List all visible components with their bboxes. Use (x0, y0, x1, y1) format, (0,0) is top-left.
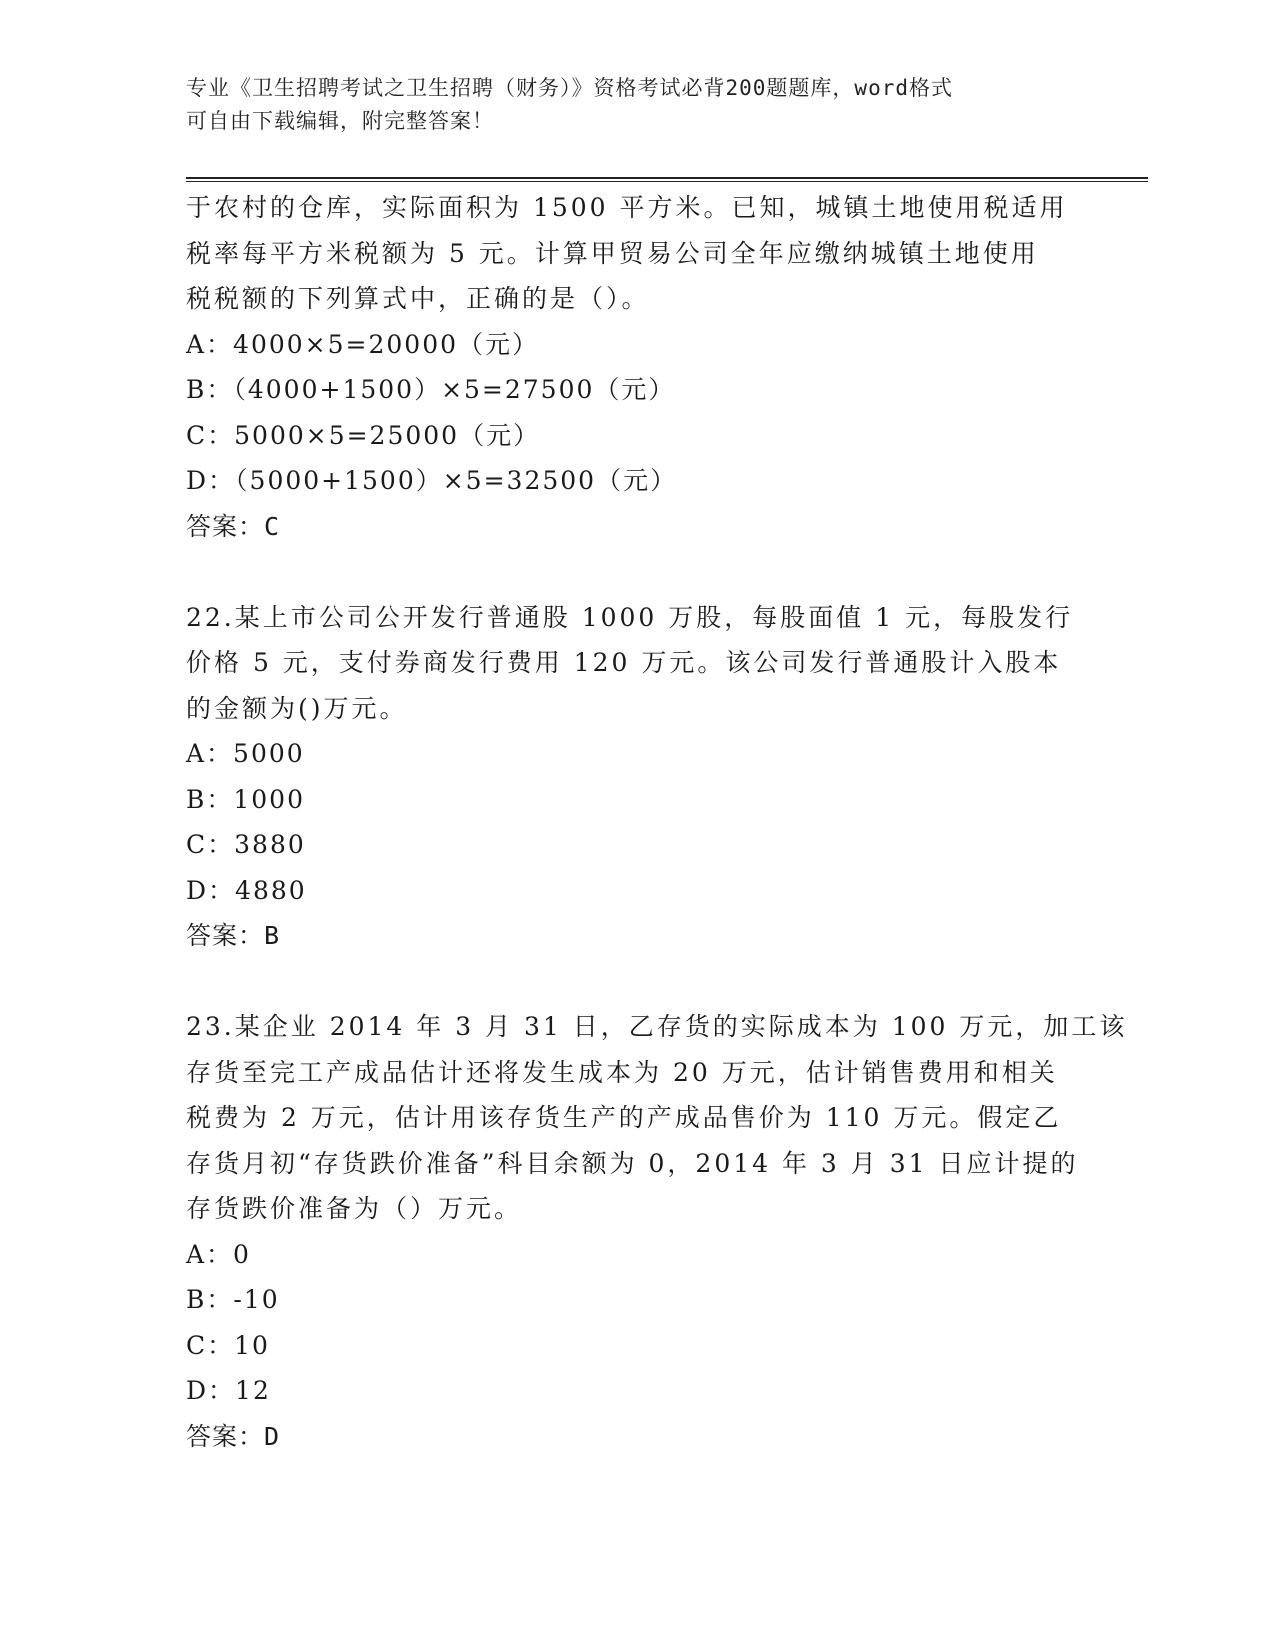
option-b: B：1000 (186, 784, 305, 814)
answer-label: 答案：C (186, 511, 281, 541)
spacer (186, 549, 1076, 595)
question-stem-line: 价格 5 元，支付券商发行费用 120 万元。该公司发行普通股计入股本 (186, 648, 1062, 677)
question-list (186, 185, 1128, 1459)
header-divider (186, 177, 1148, 182)
question-stem-line: 存货月初“存货跌价准备”科目余额为 0，2014 年 3 月 31 日应计提的 (186, 1148, 1079, 1178)
option-d: D：（5000+1500）×5=32500（元） (186, 466, 678, 495)
option-a: A：0 (186, 1239, 251, 1269)
option-b: B：（4000+1500）×5=27500（元） (186, 375, 676, 404)
option-d: D：4880 (186, 875, 307, 905)
question-stem-line: 23.某企业 2014 年 3 月 31 日，乙存货的实际成本为 100 万元，加工该 (186, 1012, 1128, 1041)
question-stem-line: 于农村的仓库，实际面积为 1500 平方米。已知，城镇土地使用税适用 (186, 193, 1068, 222)
header-title-line-2: 可自由下载编辑，附完整答案！ (186, 109, 494, 133)
question-stem-line: 的金额为()万元。 (186, 693, 408, 723)
question-23 (186, 1004, 1128, 1459)
header-title-line-1: 专业《卫生招聘考试之卫生招聘（财务）》资格考试必背200题题库，word格式 (186, 76, 953, 100)
option-c: C：10 (186, 1330, 270, 1360)
option-a: A：5000 (186, 739, 305, 768)
question-stem-line: 税率每平方米税额为 5 元。计算甲贸易公司全年应缴纳城镇土地使用 (186, 238, 1039, 268)
question-stem-line: 22.某上市公司公开发行普通股 1000 万股，每股面值 1 元，每股发行 (186, 602, 1074, 632)
option-c: C：3880 (186, 830, 306, 859)
option-c: C：5000×5=25000（元） (186, 420, 541, 450)
question-stem-line: 税费为 2 万元，估计用该存货生产的产成品售价为 110 万元。假定乙 (186, 1103, 1062, 1132)
option-a: A：4000×5=20000（元） (186, 329, 540, 359)
document-header (186, 72, 1066, 138)
option-d: D：12 (186, 1376, 271, 1405)
answer-label: 答案：D (186, 1421, 281, 1451)
spacer (186, 959, 1076, 1005)
question-stem-line: 存货至完工产成品估计还将发生成本为 20 万元，估计销售费用和相关 (186, 1057, 1058, 1087)
question-21 (186, 185, 1076, 549)
question-22 (186, 595, 1076, 959)
question-stem-line: 税税额的下列算式中，正确的是（）。 (186, 284, 650, 313)
question-stem-line: 存货跌价准备为（）万元。 (186, 1194, 523, 1223)
option-b: B：-10 (186, 1285, 280, 1314)
answer-label: 答案：B (186, 921, 281, 950)
